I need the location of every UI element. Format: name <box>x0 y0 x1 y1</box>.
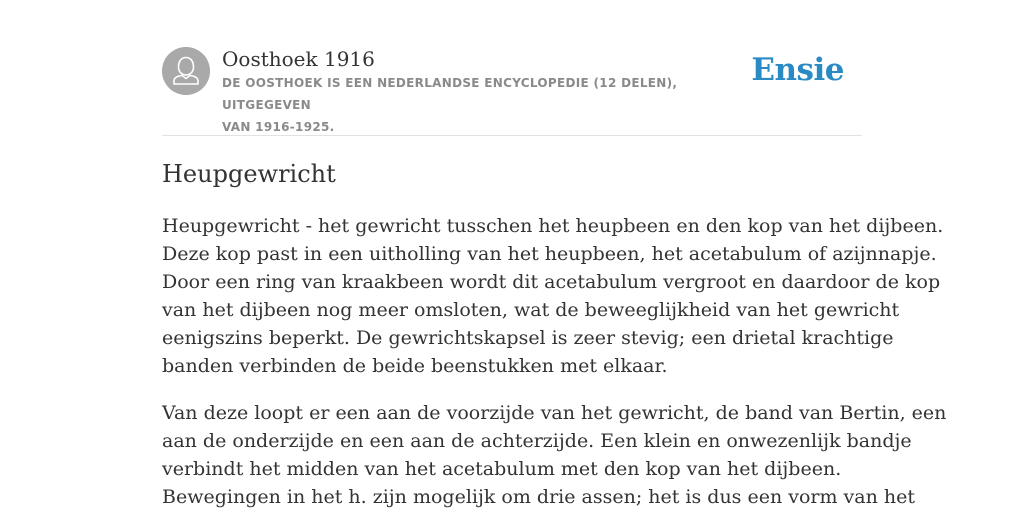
source-description-line: VAN 1916-1925. <box>222 120 335 134</box>
paragraph-line: Door een ring van kraakbeen wordt dit acetabulum vergroot en daardoor de kop <box>162 271 941 293</box>
paragraph-line: Van deze loopt er een aan de voorzijde van het gewricht, de band van Bertin, een <box>162 402 947 424</box>
paragraph-spacer <box>162 380 864 399</box>
article-paragraph <box>162 212 944 380</box>
article-title: Heupgewricht <box>162 160 336 188</box>
paragraph-line: aan de onderzijde en een aan de achterzijde. Een klein en onwezenlijk bandje <box>162 430 912 452</box>
article-body <box>162 212 947 511</box>
source-header <box>162 46 862 136</box>
paragraph-line: banden verbinden de beide beenstukken met elkaar. <box>162 355 668 377</box>
source-title[interactable]: Oosthoek 1916 <box>222 47 375 71</box>
ensie-logo-link[interactable]: Ensie <box>751 52 844 88</box>
paragraph-line: Bewegingen in het h. zijn mogelijk om drie assen; het is dus een vorm van het <box>162 486 916 508</box>
article-paragraph <box>162 399 947 511</box>
header-divider <box>162 135 862 136</box>
source-description <box>222 72 762 138</box>
paragraph-line: van het dijbeen nog meer omsloten, wat de beweeglijkheid van het gewricht <box>162 299 900 321</box>
paragraph-line: Deze kop past in een uitholling van het heupbeen, het acetabulum of azijnnapje. <box>162 243 937 265</box>
paragraph-line: verbindt het midden van het acetabulum met den kop van het dijbeen. <box>162 458 842 480</box>
paragraph-line: Heupgewricht - het gewricht tusschen het heupbeen en den kop van het dijbeen. <box>162 215 944 237</box>
user-avatar-icon <box>162 47 210 95</box>
paragraph-line: eenigszins beperkt. De gewrichtskapsel is zeer stevig; een drietal krachtige <box>162 327 894 349</box>
source-description-line: DE OOSTHOEK IS EEN NEDERLANDSE ENCYCLOPEDIE (12 DELEN), UITGEGEVEN <box>222 76 678 112</box>
